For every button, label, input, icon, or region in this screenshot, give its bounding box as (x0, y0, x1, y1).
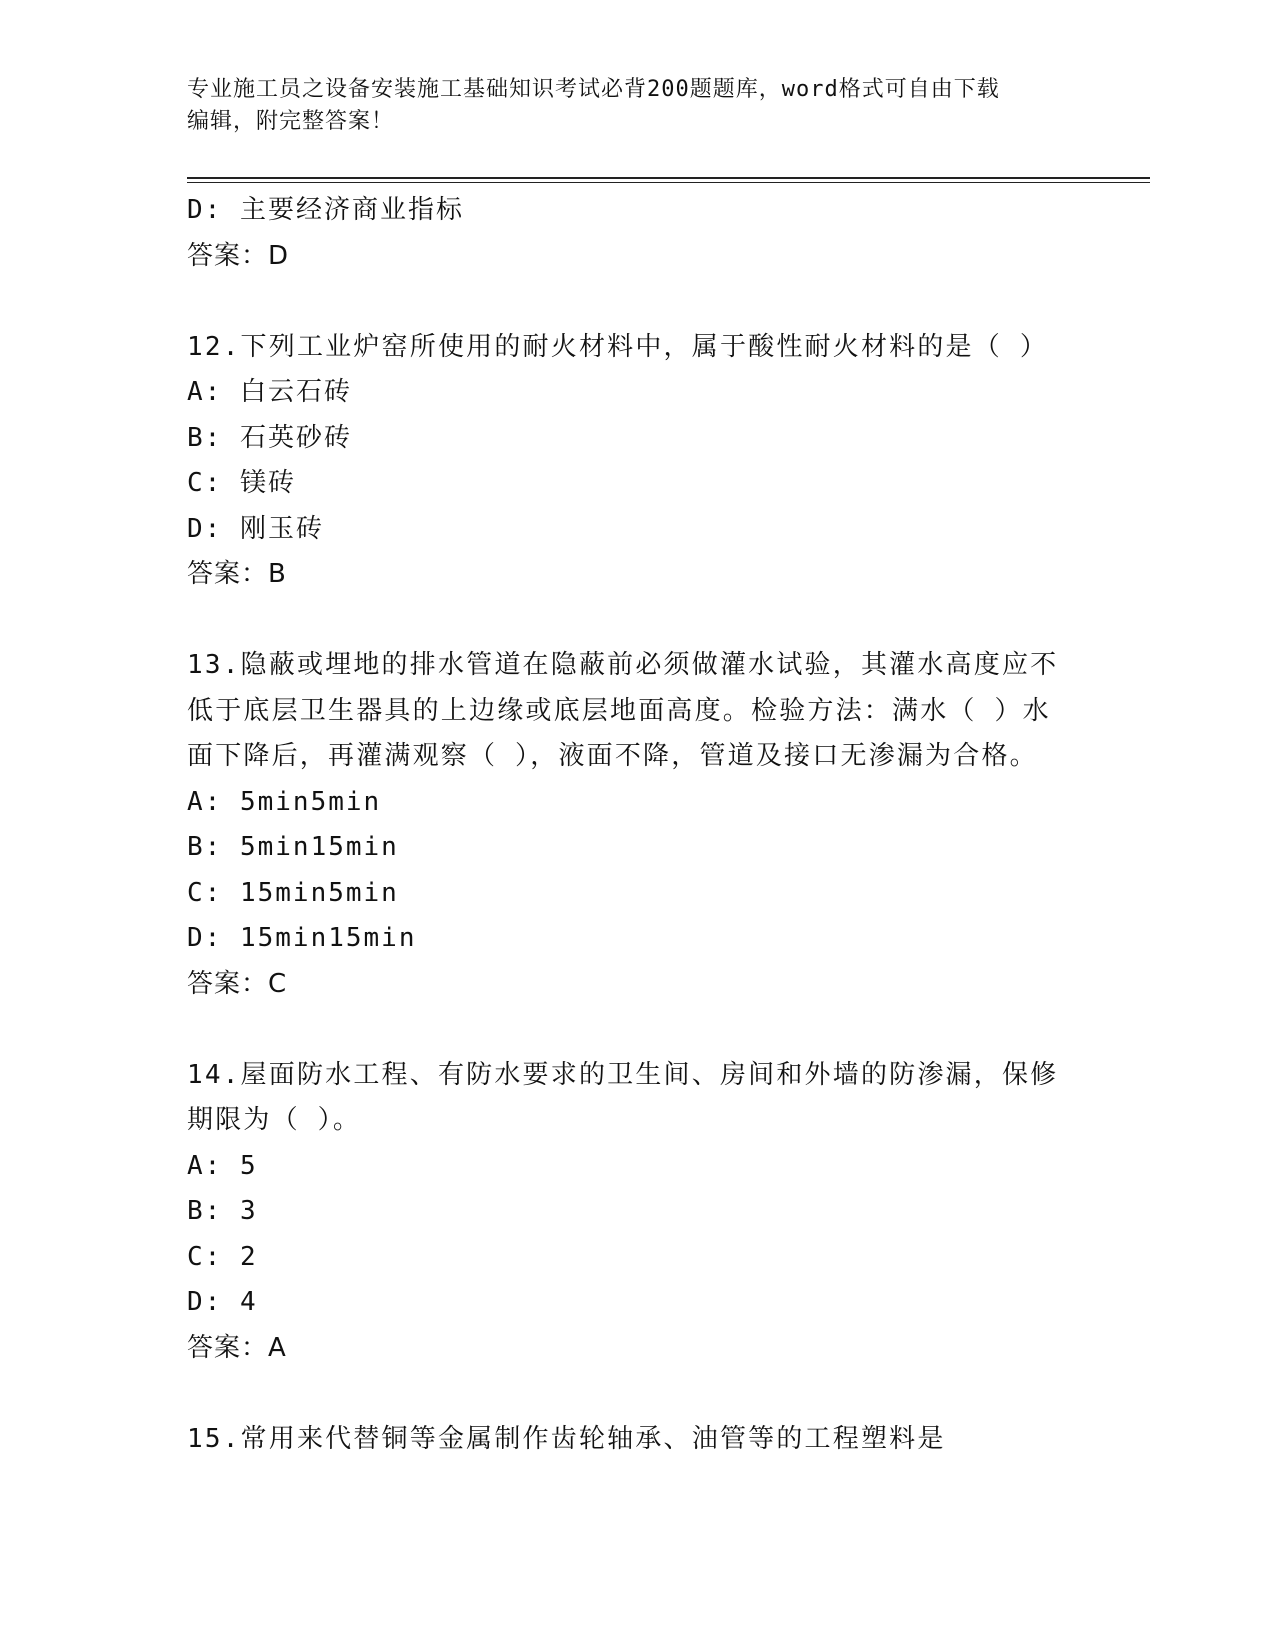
question-stem-line-3: 面下降后，再灌满观察（ ），液面不降，管道及接口无渗漏为合格。 (187, 741, 1038, 771)
answer-line: 答案：B (187, 559, 287, 589)
question-stem-line-1: 14.屋面防水工程、有防水要求的卫生间、房间和外墙的防渗漏，保修 (187, 1059, 1059, 1090)
answer-line: 答案：C (187, 968, 288, 999)
question-15 (187, 1417, 1087, 1463)
option-a: A: 5min5min (187, 786, 382, 817)
question-13 (187, 643, 1087, 1007)
header-divider-thick (187, 177, 1150, 179)
option-b: B: 石英砂砖 (187, 422, 352, 453)
option-d: D: 15min15min (187, 923, 417, 953)
question-stem: 15.常用来代替铜等金属制作齿轮轴承、油管等的工程塑料是 (187, 1423, 946, 1454)
option-d: D: 刚玉砖 (187, 513, 324, 544)
answer-line: 答案：D (187, 240, 290, 271)
question-stem-line-2: 期限为（ ）。 (187, 1105, 362, 1135)
option-d: D: 主要经济商业指标 (187, 195, 464, 225)
question-14 (187, 1053, 1087, 1372)
header-divider-thin (187, 182, 1150, 183)
question-stem: 12.下列工业炉窑所使用的耐火材料中，属于酸性耐火材料的是（ ） (187, 331, 1049, 362)
option-a: A: 白云石砖 (187, 377, 352, 407)
spacer (187, 1371, 1087, 1417)
page-header (187, 74, 1067, 138)
spacer (187, 598, 1087, 644)
question-11-tail (187, 188, 1087, 279)
option-c: C: 2 (187, 1241, 258, 1272)
option-c: C: 15min5min (187, 877, 399, 908)
question-12 (187, 325, 1087, 598)
option-d: D: 4 (187, 1287, 258, 1317)
header-title-line-2: 编辑，附完整答案！ (187, 109, 395, 134)
option-b: B: 3 (187, 1196, 258, 1226)
answer-line: 答案：A (187, 1332, 287, 1363)
question-stem-line-2: 低于底层卫生器具的上边缘或底层地面高度。检验方法：满水（ ）水 (187, 695, 1051, 726)
spacer (187, 1007, 1087, 1053)
option-c: C: 镁砖 (187, 468, 296, 498)
option-a: A: 5 (187, 1150, 258, 1181)
option-b: B: 5min15min (187, 832, 399, 862)
header-title-line-1: 专业施工员之设备安装施工基础知识考试必背200题题库，word格式可自由下载 (187, 77, 1000, 102)
spacer (187, 279, 1087, 325)
question-list (187, 188, 1087, 1462)
question-stem-line-1: 13.隐蔽或埋地的排水管道在隐蔽前必须做灌水试验，其灌水高度应不 (187, 650, 1059, 680)
